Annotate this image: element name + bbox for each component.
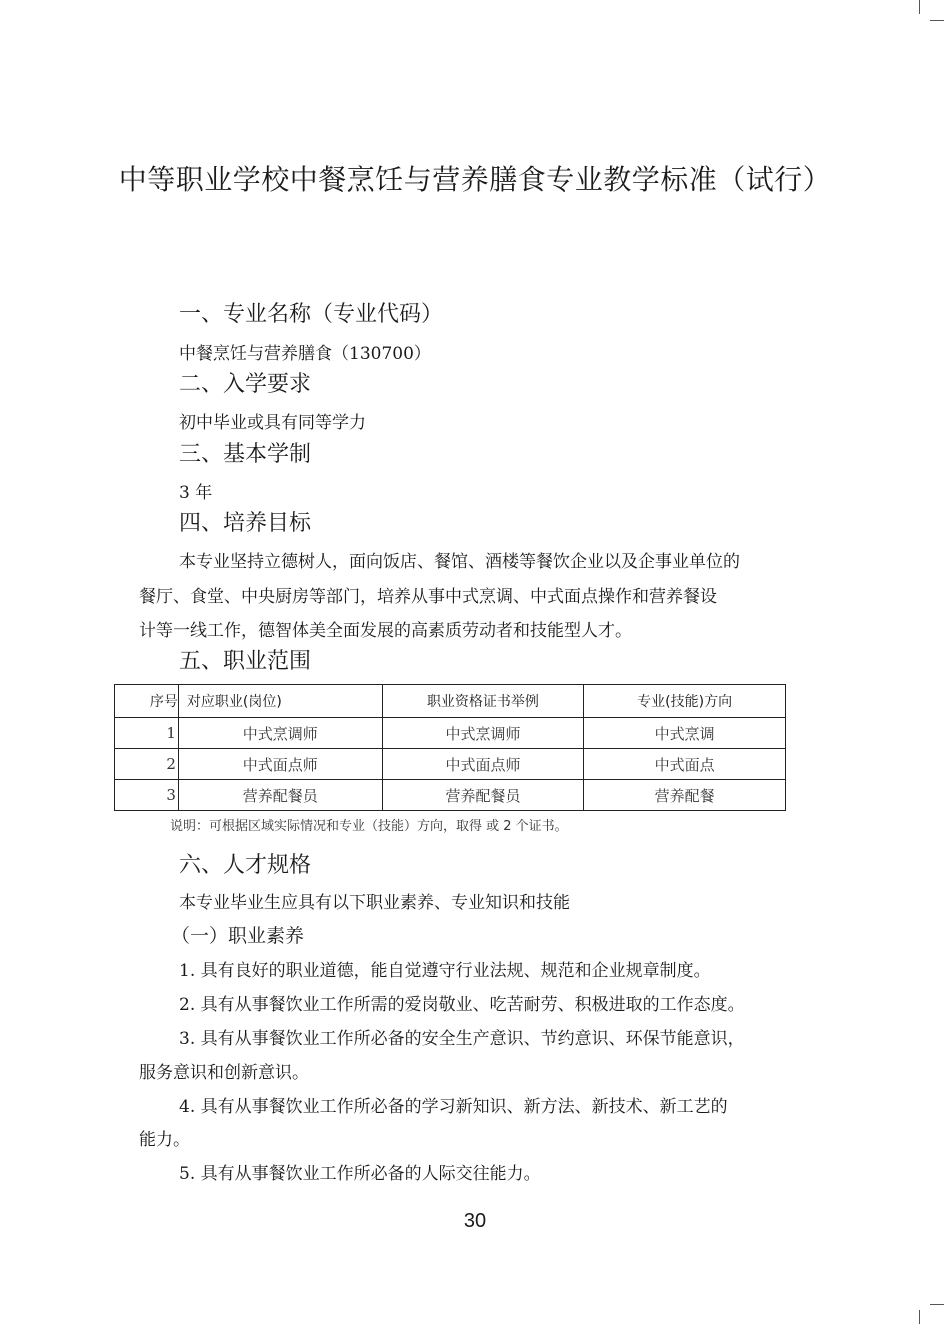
section-heading-admission: 二、入学要求: [179, 372, 312, 397]
table-row: [115, 780, 786, 811]
crop-mark: [919, 0, 920, 14]
major-name-text: 中餐烹饪与营养膳食（130700）: [179, 344, 431, 364]
cell-certificate: 中式烹调师: [382, 718, 584, 749]
career-scope-table: [114, 684, 786, 811]
quality-item: 4. 具有从事餐饮业工作所必备的学习新知识、新方法、新技术、新工艺的: [179, 1097, 728, 1117]
objectives-line: 餐厅、食堂、中央厨房等部门，培养从事中式烹调、中式面点操作和营养餐设: [139, 587, 717, 607]
quality-item: 5. 具有从事餐饮业工作所必备的人际交往能力。: [179, 1164, 541, 1184]
crop-mark: [930, 1304, 944, 1305]
page-number: 30: [463, 1210, 487, 1232]
quality-item-continued: 服务意识和创新意识。: [139, 1063, 309, 1083]
cell-certificate: 中式面点师: [382, 749, 584, 780]
quality-item: 3. 具有从事餐饮业工作所必备的安全生产意识、节约意识、环保节能意识，: [179, 1029, 745, 1049]
column-header-certificate: 职业资格证书举例: [382, 685, 584, 718]
objectives-line: 计等一线工作，德智体美全面发展的高素质劳动者和技能型人才。: [139, 621, 632, 641]
quality-item: 1. 具有良好的职业道德，能自觉遵守行业法规、规范和企业规章制度。: [179, 961, 711, 981]
cell-occupation: 中式烹调师: [178, 718, 382, 749]
column-header-occupation: 对应职业(岗位): [178, 685, 382, 718]
cell-direction: 中式面点: [584, 749, 786, 780]
section-heading-talent-spec: 六、人才规格: [179, 853, 312, 878]
document-title: 中等职业学校中餐烹饪与营养膳食专业教学标准（试行）: [118, 163, 832, 196]
cell-direction: 营养配餐: [584, 780, 786, 811]
section-heading-career-scope: 五、职业范围: [179, 649, 312, 674]
cell-certificate: 营养配餐员: [382, 780, 584, 811]
cell-occupation: 营养配餐员: [178, 780, 382, 811]
quality-item: 2. 具有从事餐饮业工作所需的爱岗敬业、吃苦耐劳、积极进取的工作态度。: [179, 995, 745, 1015]
section-heading-objectives: 四、培养目标: [179, 511, 312, 536]
duration-text: 3 年: [179, 483, 213, 503]
table-header-row: [115, 685, 786, 718]
objectives-line: 本专业坚持立德树人，面向饭店、餐馆、酒楼等餐饮企业以及企事业单位的: [179, 552, 740, 572]
crop-mark: [930, 20, 944, 21]
column-header-direction: 专业(技能)方向: [584, 685, 786, 718]
cell-index: 2: [115, 749, 179, 780]
table-row: [115, 749, 786, 780]
column-header-index: 序号: [115, 685, 179, 718]
quality-item-continued: 能力。: [139, 1130, 190, 1150]
talent-spec-intro: 本专业毕业生应具有以下职业素养、专业知识和技能: [179, 893, 570, 913]
cell-direction: 中式烹调: [584, 718, 786, 749]
section-heading-major-name: 一、专业名称（专业代码）: [179, 302, 444, 327]
cell-occupation: 中式面点师: [178, 749, 382, 780]
section-heading-duration: 三、基本学制: [179, 442, 312, 467]
admission-text: 初中毕业或具有同等学力: [179, 413, 366, 433]
table-note: 说明：可根据区域实际情况和专业（技能）方向，取得 或 2 个证书。: [170, 819, 568, 834]
crop-mark: [919, 1310, 920, 1324]
sub-heading-professional-quality: （一）职业素养: [171, 925, 305, 947]
cell-index: 3: [115, 780, 179, 811]
cell-index: 1: [115, 718, 179, 749]
table-row: [115, 718, 786, 749]
